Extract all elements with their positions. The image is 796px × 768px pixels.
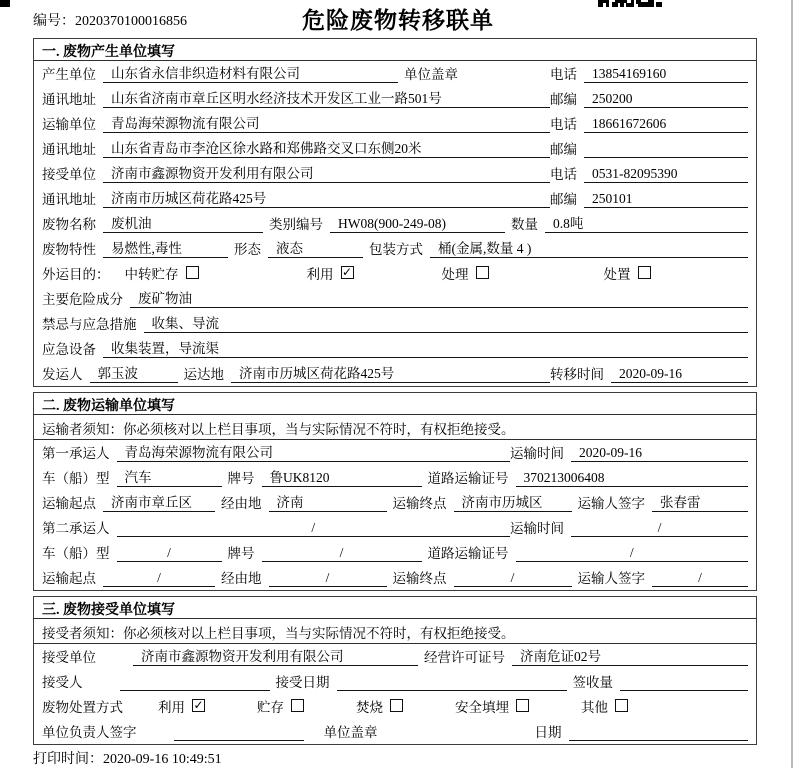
vehicle-type-label: 车（船）型 <box>42 471 110 486</box>
carrier-signature-label: 运输人签字 <box>577 496 645 511</box>
transport-unit-label: 运输单位 <box>42 117 96 132</box>
checkbox-label: 安全填埋 <box>455 700 509 715</box>
checkbox-utilize <box>158 696 205 716</box>
receiver-unit-label: 接受单位 <box>42 167 96 182</box>
address-value: 山东省济南市章丘区明水经济技术开发区工业一路501号 <box>103 87 550 108</box>
print-time-label: 打印时间： <box>33 752 103 767</box>
section-transport <box>33 392 757 591</box>
row-acceptor <box>34 669 756 694</box>
receiver-notice: 接受者须知：你必须核对以上栏目事项，当与实际情况不符时，有权拒绝接受。 <box>34 619 756 644</box>
checkbox-box: ✓ <box>193 697 204 712</box>
checkbox-label: 贮存 <box>257 700 284 715</box>
checkbox-box <box>186 266 199 279</box>
zip-label: 邮编 <box>550 92 577 107</box>
checkbox-other <box>581 696 628 716</box>
transport-time-value: / <box>571 520 748 537</box>
waste-character-value: 易燃性,毒性 <box>103 237 228 258</box>
row-producer-address <box>34 86 756 111</box>
address-label: 通讯地址 <box>42 92 96 107</box>
checkbox-label: 中转贮存 <box>124 267 179 282</box>
form-state-value: 液态 <box>268 237 363 258</box>
hazard-component-label: 主要危险成分 <box>42 292 123 307</box>
checkbox-label: 其他 <box>581 700 608 715</box>
waste-name-label: 废物名称 <box>42 217 96 232</box>
carrier-signature-value: / <box>652 570 748 587</box>
terminus-label: 运输终点 <box>392 496 447 511</box>
phone-value: 18661672606 <box>584 116 748 133</box>
print-time <box>33 748 222 768</box>
print-time-value: 2020-09-16 10:49:51 <box>103 752 222 767</box>
checkbox-utilize <box>307 263 354 283</box>
purpose-label: 外运目的： <box>42 267 110 282</box>
address-value: 山东省青岛市李沧区徐水路和郑佛路交叉口东侧20米 <box>103 137 550 158</box>
second-carrier-value: / <box>117 520 511 537</box>
plate-number-label: 牌号 <box>227 546 255 561</box>
plate-number-label: 牌号 <box>227 471 255 486</box>
row-receiver-address <box>34 186 756 211</box>
transport-time-value: 2020-09-16 <box>571 445 748 462</box>
row-hazard-component <box>34 286 756 311</box>
address-value: 济南市历城区荷花路425号 <box>103 187 550 208</box>
hazard-component-value: 废矿物油 <box>130 287 748 308</box>
receive-unit-label: 接受单位 <box>42 650 96 665</box>
row-transport-address <box>34 136 756 161</box>
category-code-label: 类别编号 <box>269 217 323 232</box>
consignor-value: 郭玉波 <box>90 362 178 383</box>
zip-label: 邮编 <box>550 142 577 157</box>
section-producer-title: 一. 废物产生单位填写 <box>34 39 756 61</box>
head-signature-label: 单位负责人签字 <box>42 725 137 740</box>
vehicle-type-value: / <box>117 545 222 562</box>
checkbox-box <box>476 266 489 279</box>
row-head-signature <box>34 719 756 744</box>
section-receive <box>33 596 757 745</box>
packing-value: 桶(金属,数量 4 ) <box>430 237 748 258</box>
address-label: 通讯地址 <box>42 192 96 207</box>
checkbox-treat <box>442 263 489 283</box>
packing-label: 包装方式 <box>369 242 423 257</box>
zip-value: 250101 <box>584 191 748 208</box>
checkbox-label: 处理 <box>441 267 469 282</box>
row-receiver-unit <box>34 161 756 186</box>
accept-date-value <box>337 674 567 691</box>
page-edge-line <box>791 0 793 768</box>
transport-time-label: 运输时间 <box>510 446 564 461</box>
category-code-value: HW08(900-249-08) <box>330 216 505 233</box>
phone-label: 电话 <box>550 117 577 132</box>
row-second-carrier <box>34 515 756 540</box>
transfer-time-label: 转移时间 <box>550 367 604 382</box>
disposal-method-label: 废物处置方式 <box>42 700 123 715</box>
second-carrier-label: 第二承运人 <box>42 521 110 536</box>
via-value: / <box>269 570 387 587</box>
road-license-value: / <box>516 545 749 562</box>
plate-number-value: / <box>262 545 422 562</box>
origin-label: 运输起点 <box>42 496 96 511</box>
receive-unit-value: 济南市鑫源物资开发利用有限公司 <box>133 645 418 666</box>
producer-unit-label: 产生单位 <box>42 67 96 82</box>
row-emergency-equipment <box>34 336 756 361</box>
checkbox-label: 利用 <box>306 267 334 282</box>
destination-label: 运达地 <box>183 367 224 382</box>
waste-character-label: 废物特性 <box>42 242 96 257</box>
waste-name-value: 废机油 <box>103 212 263 233</box>
transport-time-label: 运输时间 <box>510 521 564 536</box>
checkbox-store <box>257 696 304 716</box>
origin-label: 运输起点 <box>42 571 96 586</box>
checkbox-label: 处置 <box>603 267 631 282</box>
row-taboo-measures <box>34 311 756 336</box>
permit-number-label: 经营许可证号 <box>424 650 505 665</box>
terminus-value: / <box>454 570 572 587</box>
row-vehicle-2 <box>34 540 756 565</box>
zip-value <box>584 141 748 158</box>
unit-seal-label: 单位盖章 <box>404 67 458 82</box>
carrier-signature-label: 运输人签字 <box>577 571 645 586</box>
checkbox-box <box>615 699 628 712</box>
head-signature-value <box>174 724 304 741</box>
receipt-quantity-value <box>620 674 748 691</box>
serial-value: 2020370100016856 <box>75 14 187 29</box>
serial-label: 编号： <box>33 14 75 29</box>
phone-value: 0531-82095390 <box>584 166 748 183</box>
zip-label: 邮编 <box>550 192 577 207</box>
date-label: 日期 <box>534 725 562 740</box>
row-route-1 <box>34 490 756 515</box>
via-label: 经由地 <box>221 571 262 586</box>
checkbox-box: ✓ <box>341 264 353 279</box>
phone-label: 电话 <box>550 67 577 82</box>
quantity-label: 数量 <box>511 217 538 232</box>
checkbox-label: 利用 <box>158 700 185 715</box>
terminus-label: 运输终点 <box>392 571 447 586</box>
checkbox-dispose <box>604 263 651 283</box>
transfer-time-value: 2020-09-16 <box>611 366 748 383</box>
phone-label: 电话 <box>550 167 577 182</box>
origin-value: / <box>103 570 215 587</box>
quantity-value: 0.8吨 <box>545 212 748 233</box>
transport-unit-value: 青岛海荣源物流有限公司 <box>103 112 550 133</box>
checkbox-label: 焚烧 <box>356 700 383 715</box>
first-carrier-value: 青岛海荣源物流有限公司 <box>117 441 511 462</box>
section-producer <box>33 38 757 387</box>
row-consignor <box>34 361 756 386</box>
row-producer-unit <box>34 61 756 86</box>
address-label: 通讯地址 <box>42 142 96 157</box>
plate-number-value: 鲁UK8120 <box>262 466 422 487</box>
taboo-measures-label: 禁忌与应急措施 <box>42 317 137 332</box>
checkbox-box <box>291 699 304 712</box>
checkbox-box <box>516 699 529 712</box>
vehicle-type-label: 车（船）型 <box>42 546 110 561</box>
first-carrier-label: 第一承运人 <box>42 446 110 461</box>
emergency-equipment-value: 收集装置，导流渠 <box>103 337 748 358</box>
row-transfer-purpose <box>34 261 756 286</box>
zip-value: 250200 <box>584 91 748 108</box>
via-label: 经由地 <box>221 496 262 511</box>
via-value: 济南 <box>269 491 387 512</box>
receipt-quantity-label: 签收量 <box>572 675 613 690</box>
checkbox-box <box>390 699 403 712</box>
carrier-signature-value: 张春雷 <box>652 491 748 512</box>
form-state-label: 形态 <box>234 242 261 257</box>
checkbox-incinerate <box>356 696 403 716</box>
transporter-notice: 运输者须知：你必须核对以上栏目事项，当与实际情况不符时，有权拒绝接受。 <box>34 415 756 440</box>
row-route-2 <box>34 565 756 590</box>
terminus-value: 济南市历城区 <box>454 491 572 512</box>
acceptor-value <box>120 674 270 691</box>
checkbox-box <box>638 266 651 279</box>
checkbox-landfill <box>455 696 529 716</box>
row-disposal-method <box>34 694 756 719</box>
row-first-carrier <box>34 440 756 465</box>
section-receive-title: 三. 废物接受单位填写 <box>34 597 756 619</box>
section-transport-title: 二. 废物运输单位填写 <box>34 393 756 415</box>
form-body <box>33 38 757 750</box>
row-vehicle-1 <box>34 465 756 490</box>
form-header <box>0 0 796 38</box>
road-license-value: 370213006408 <box>516 470 749 487</box>
permit-number-value: 济南危证02号 <box>512 645 748 666</box>
row-waste-name <box>34 211 756 236</box>
accept-date-label: 接受日期 <box>275 675 330 690</box>
checkbox-transfer-storage <box>125 263 199 283</box>
phone-value: 13854169160 <box>584 66 748 83</box>
origin-value: 济南市章丘区 <box>103 491 215 512</box>
row-waste-character <box>34 236 756 261</box>
destination-value: 济南市历城区荷花路425号 <box>231 362 550 383</box>
acceptor-label: 接受人 <box>42 675 83 690</box>
form-title: 危险废物转移联单 <box>302 8 494 33</box>
taboo-measures-value: 收集、导流 <box>144 312 749 333</box>
receiver-unit-value: 济南市鑫源物资开发利用有限公司 <box>103 162 550 183</box>
producer-unit-value: 山东省永信非织造材料有限公司 <box>103 62 398 83</box>
row-receive-unit <box>34 644 756 669</box>
unit-seal-label: 单位盖章 <box>323 725 378 740</box>
emergency-equipment-label: 应急设备 <box>42 342 96 357</box>
road-license-label: 道路运输证号 <box>427 546 509 561</box>
date-value <box>569 724 749 741</box>
vehicle-type-value: 汽车 <box>117 466 222 487</box>
consignor-label: 发运人 <box>42 367 83 382</box>
row-transport-unit <box>34 111 756 136</box>
road-license-label: 道路运输证号 <box>427 471 509 486</box>
